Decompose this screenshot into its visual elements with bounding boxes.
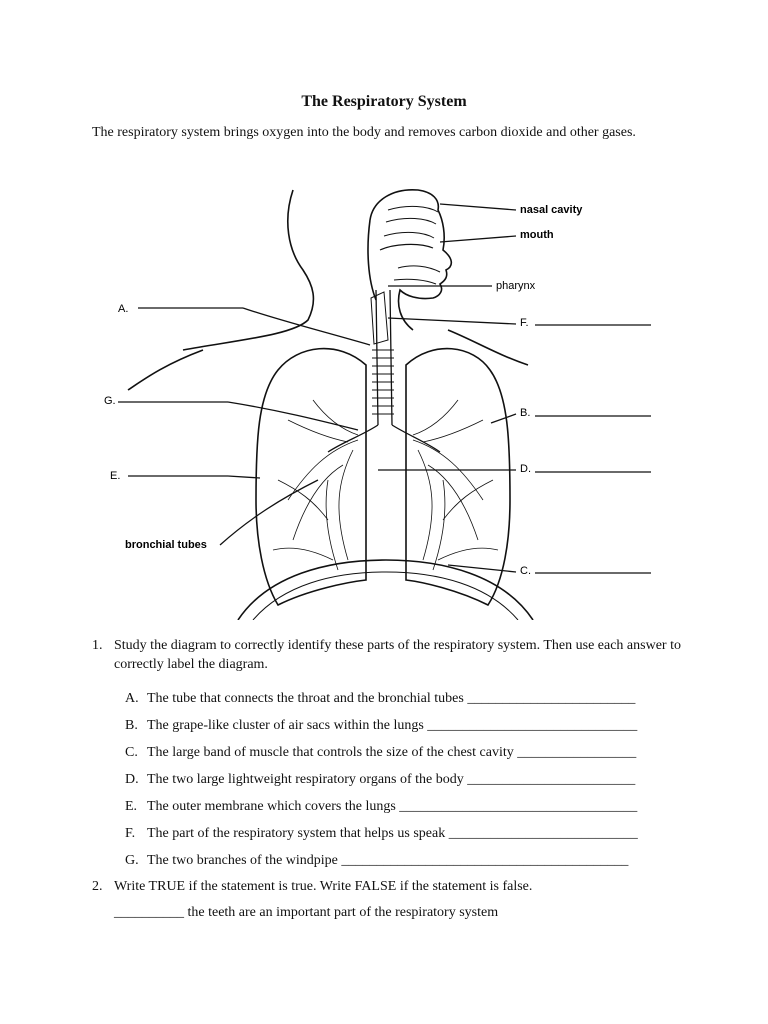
item-text: The part of the respiratory system that helps us speak ___________________________	[147, 826, 638, 841]
label-bronchial-tubes: bronchial tubes	[125, 539, 207, 551]
list-item: A. The tube that connects the throat and the bronchial tubes ________________________	[125, 691, 636, 706]
list-item: B. The grape-like cluster of air sacs within the lungs ______________________________	[125, 718, 638, 733]
item-text: The large band of muscle that controls the size of the chest cavity _________________	[147, 745, 637, 760]
question-1-number: 1.	[92, 638, 103, 653]
item-text: The outer membrane which covers the lungs __________________________________	[147, 799, 638, 814]
item-text: The two branches of the windpipe _________________________________________	[147, 853, 629, 868]
page-title: The Respiratory System	[301, 93, 467, 110]
left-lung	[256, 349, 366, 605]
question-2-number: 2.	[92, 879, 103, 894]
label-F: F.	[520, 317, 529, 329]
item-text: The tube that connects the throat and the bronchial tubes ________________________	[147, 691, 636, 706]
label-E: E.	[110, 470, 121, 482]
list-item: E. The outer membrane which covers the lungs __________________________________	[125, 799, 638, 814]
label-C: C.	[520, 565, 531, 577]
body-outline	[128, 190, 528, 390]
label-pharynx: pharynx	[496, 280, 536, 292]
item-text: The grape-like cluster of air sacs within the lungs ______________________________	[147, 718, 638, 733]
list-item: C. The large band of muscle that controls the size of the chest cavity _________________	[125, 745, 637, 760]
question-2-text: Write TRUE if the statement is true. Write FALSE if the statement is false.	[114, 879, 533, 894]
trachea	[328, 290, 440, 452]
label-nasal-cavity: nasal cavity	[520, 204, 583, 216]
question-1	[92, 636, 682, 674]
label-lines-right	[378, 204, 651, 573]
label-B: B.	[520, 407, 531, 419]
label-A: A.	[118, 303, 129, 315]
intro-paragraph: The respiratory system brings oxygen into the body and removes carbon dioxide and other gases.	[92, 125, 636, 140]
list-item: D. The two large lightweight respiratory organs of the body ________________________	[125, 772, 636, 787]
question-1-text: Study the diagram to correctly identify these parts of the respiratory system. Then use each answer to correctly label the diagram.	[114, 638, 681, 672]
respiratory-diagram	[88, 180, 680, 620]
question-2-statement: __________ the teeth are an important part of the respiratory system	[114, 905, 499, 920]
list-item: F. The part of the respiratory system that helps us speak ___________________________	[125, 826, 638, 841]
label-D: D.	[520, 463, 531, 475]
label-lines-left	[118, 308, 370, 545]
question-1-items	[125, 690, 685, 879]
label-mouth: mouth	[520, 229, 554, 241]
list-item: G. The two branches of the windpipe _________________________________________	[125, 853, 629, 868]
item-text: The two large lightweight respiratory organs of the body ________________________	[147, 772, 636, 787]
label-G: G.	[104, 395, 116, 407]
question-2	[92, 877, 682, 896]
